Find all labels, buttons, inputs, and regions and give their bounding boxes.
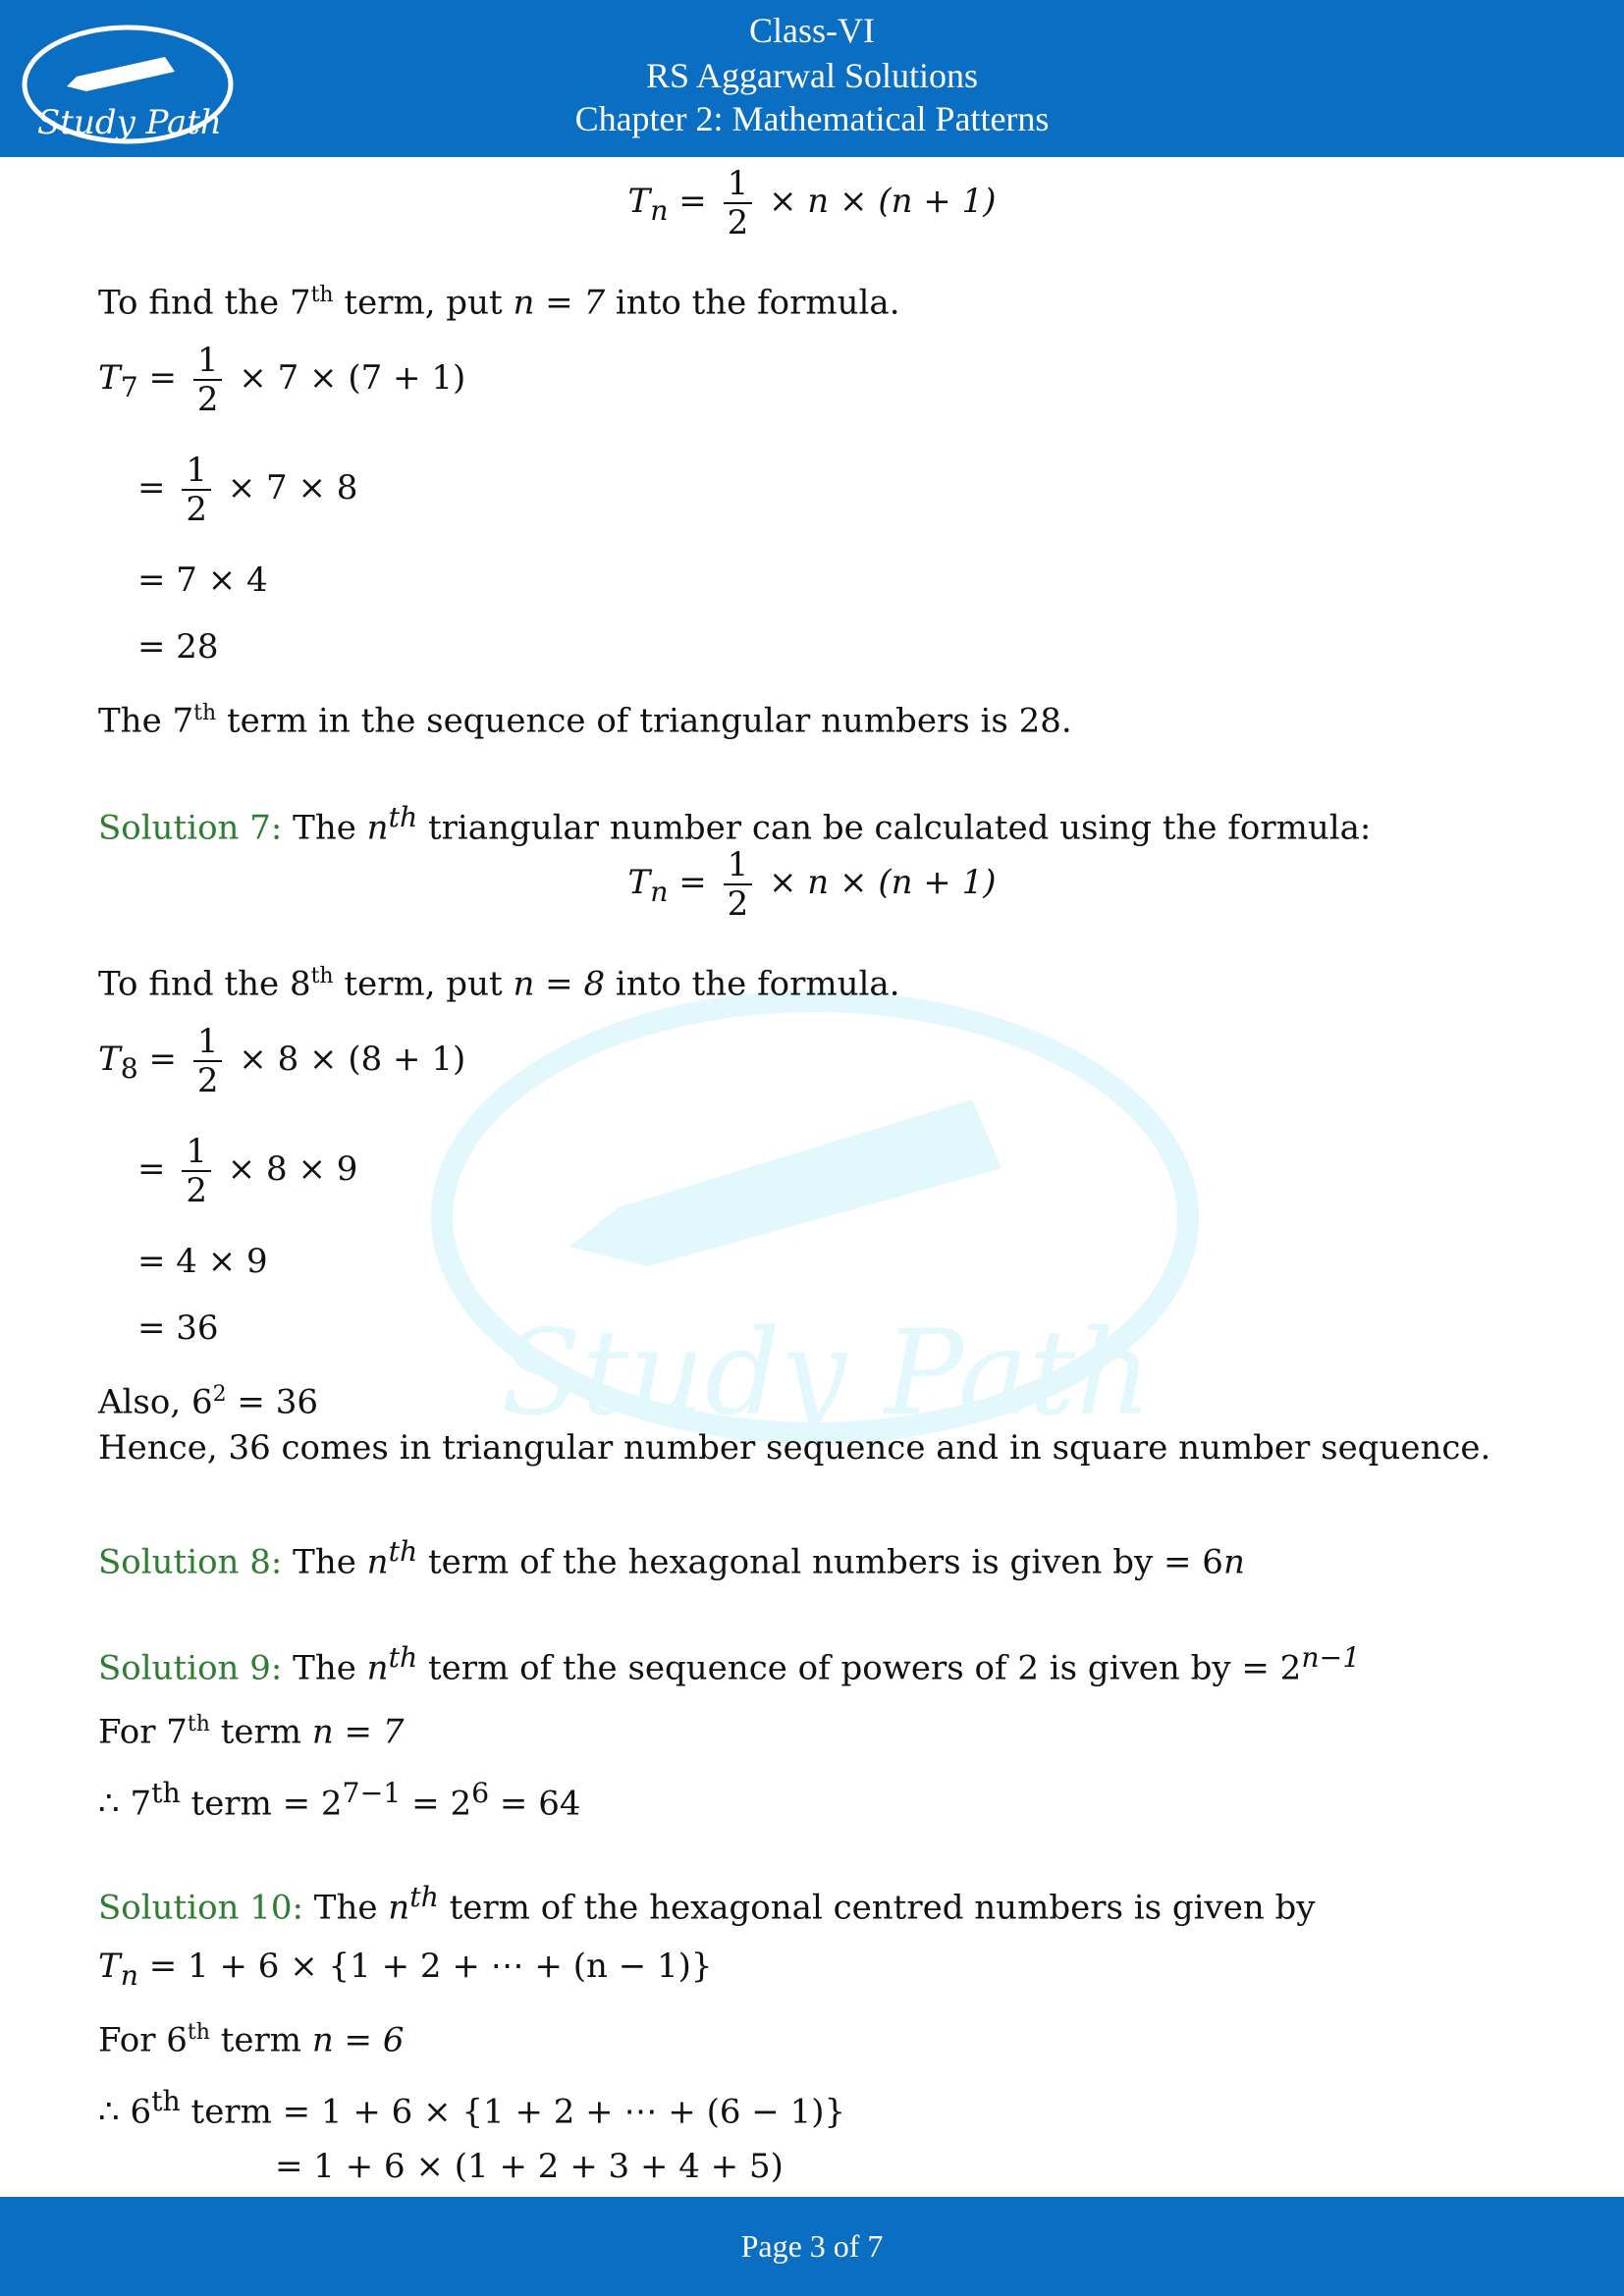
solution-8: Solution 8: The $n^{th}$ term of the hexagonal numbers is given by = 6n	[98, 1535, 1245, 1582]
answer-6th-term: ∴ 6th term = 1 + 6 × {1 + 2 + ⋯ + (6 − 1)}	[98, 2085, 846, 2132]
for-6th-term: For 6th term n = 6	[98, 2020, 405, 2060]
t7-line2: = $\frac{1}{2}$ × 7 × 8	[137, 451, 358, 529]
t8-line4: = 36	[137, 1308, 219, 1348]
header-chapter: Chapter 2: Mathematical Patterns	[574, 99, 1050, 138]
find-8th-term: To find the 8th term, put n = 8 into the formula.	[98, 964, 900, 1004]
answer-7th-term: ∴ 7th term = $2^{7-1} = 2^6 = 64$	[98, 1777, 581, 1824]
svg-text:Study Path: Study Path	[501, 1306, 1152, 1442]
formula-tn-2: $T_n$ = $\frac{1}{2}$ × n × (n + 1)	[627, 845, 997, 924]
also-line: Also, $6^2 = 36$	[98, 1382, 318, 1422]
formula-tn: $T_n$ = $\frac{1}{2}$ × n × (n + 1)	[627, 164, 997, 242]
t8-line3: = 4 × 9	[137, 1242, 268, 1281]
solution-9: Solution 9: The $n^{th}$ term of the sequence of powers of 2 is given by = $2^{n-1}$	[98, 1641, 1361, 1688]
answer-6th-term-step: = 1 + 6 × (1 + 2 + 3 + 4 + 5)	[275, 2147, 784, 2186]
conclusion-7th: The 7th term in the sequence of triangular numbers is 28.	[98, 701, 1072, 741]
solution-7: Solution 7: The $n^{th}$ triangular number can be calculated using the formula:	[98, 801, 1372, 848]
t8-line2: = $\frac{1}{2}$ × 8 × 9	[137, 1132, 358, 1210]
t7-line3: = 7 × 4	[137, 561, 268, 600]
page-footer	[0, 2197, 1624, 2296]
t8-line1: $T_8$ = $\frac{1}{2}$ × 8 × (8 + 1)	[98, 1022, 466, 1100]
t7-line4: = 28	[137, 627, 219, 667]
hence-line: Hence, 36 comes in triangular number sequence and in square number sequence.	[98, 1428, 1491, 1468]
header-class: Class-VI	[749, 11, 875, 50]
for-7th-term: For 7th term n = 7	[98, 1712, 405, 1752]
tn-hexagonal: $T_n = 1 + 6 \times \{1 + 2$ + ⋯ + (n − 1)}	[98, 1947, 713, 1992]
find-7th-term: To find the 7th term, put n = 7 into the formula.	[98, 283, 900, 323]
t7-line1: $T_7$ = $\frac{1}{2}$ × 7 × (7 + 1)	[98, 341, 466, 419]
svg-text:Study Path: Study Path	[37, 103, 222, 142]
solution-10: Solution 10: The $n^{th}$ term of the hexagonal centred numbers is given by	[98, 1881, 1316, 1928]
page-number: Page 3 of 7	[740, 2228, 884, 2264]
header-book: RS Aggarwal Solutions	[645, 56, 979, 95]
